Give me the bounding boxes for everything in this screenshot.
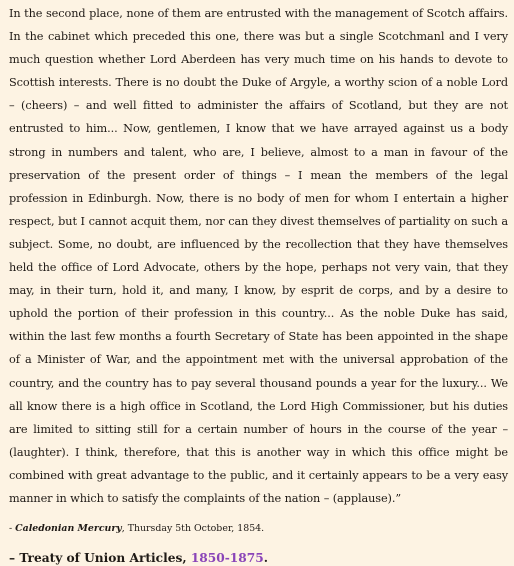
citation [9, 522, 508, 536]
years-link[interactable]: 1850-1875 [190, 551, 264, 566]
series-footer-label: – Treaty of Union Articles, [9, 551, 191, 566]
series-footer-suffix: . [263, 551, 268, 566]
series-footer [9, 550, 508, 566]
citation-date: , Thursday 5th October, 1854. [121, 523, 265, 535]
citation-prefix: - [9, 523, 16, 535]
citation-source-title: Caledonian Mercury [15, 523, 122, 535]
quote-paragraph: In the second place, none of them are entrusted with the management of Scotch affairs. In the cabinet which preceded this one, there was but a single Scotchmanl and I very much question whether Lord Aberdeen has very much time on his hands to devote to Scottish interests. There is no doubt the Duke of Argyle, a worthy scion of a noble Lord – (cheers) – and well fitted to administer the affairs of Scotland, but they are not entrusted to him... Now, gentlemen, I know that we have arrayed against us a body strong in numbers and talent, who are, I believe, almost to a man in favour of the preservation of the present order of things – I mean the members of the legal profession in Edinburgh. Now, there is no body of men for whom I entertain a higher respect, but I cannot acquit them, nor can they divest themselves of partiality on such a subject. Some, no doubt, are influenced by the recollection that they have themselves held the office of Lord Advocate, others by the hope, perhaps not very vain, that they may, in their turn, hold it, and many, I know, by esprit de corps, and by a desire to uphold the portion of their profession in this country... As the noble Duke has said, within the last few months a fourth Secretary of State has been appointed in the shape of a Minister of War, and the appointment met with the universal approbation of the country, and the country has to pay several thousand pounds a year for the luxury... We all know there is a high office in Scotland, the Lord High Commissioner, but his duties are limited to sitting still for a certain number of hours in the course of the year – (laughter). I think, therefore, that this is another way in which this office might be combined with great advantage to the public, and it certainly appears to be a very easy manner in which to satisfy the complaints of the nation – (applause).” [9, 7, 508, 505]
